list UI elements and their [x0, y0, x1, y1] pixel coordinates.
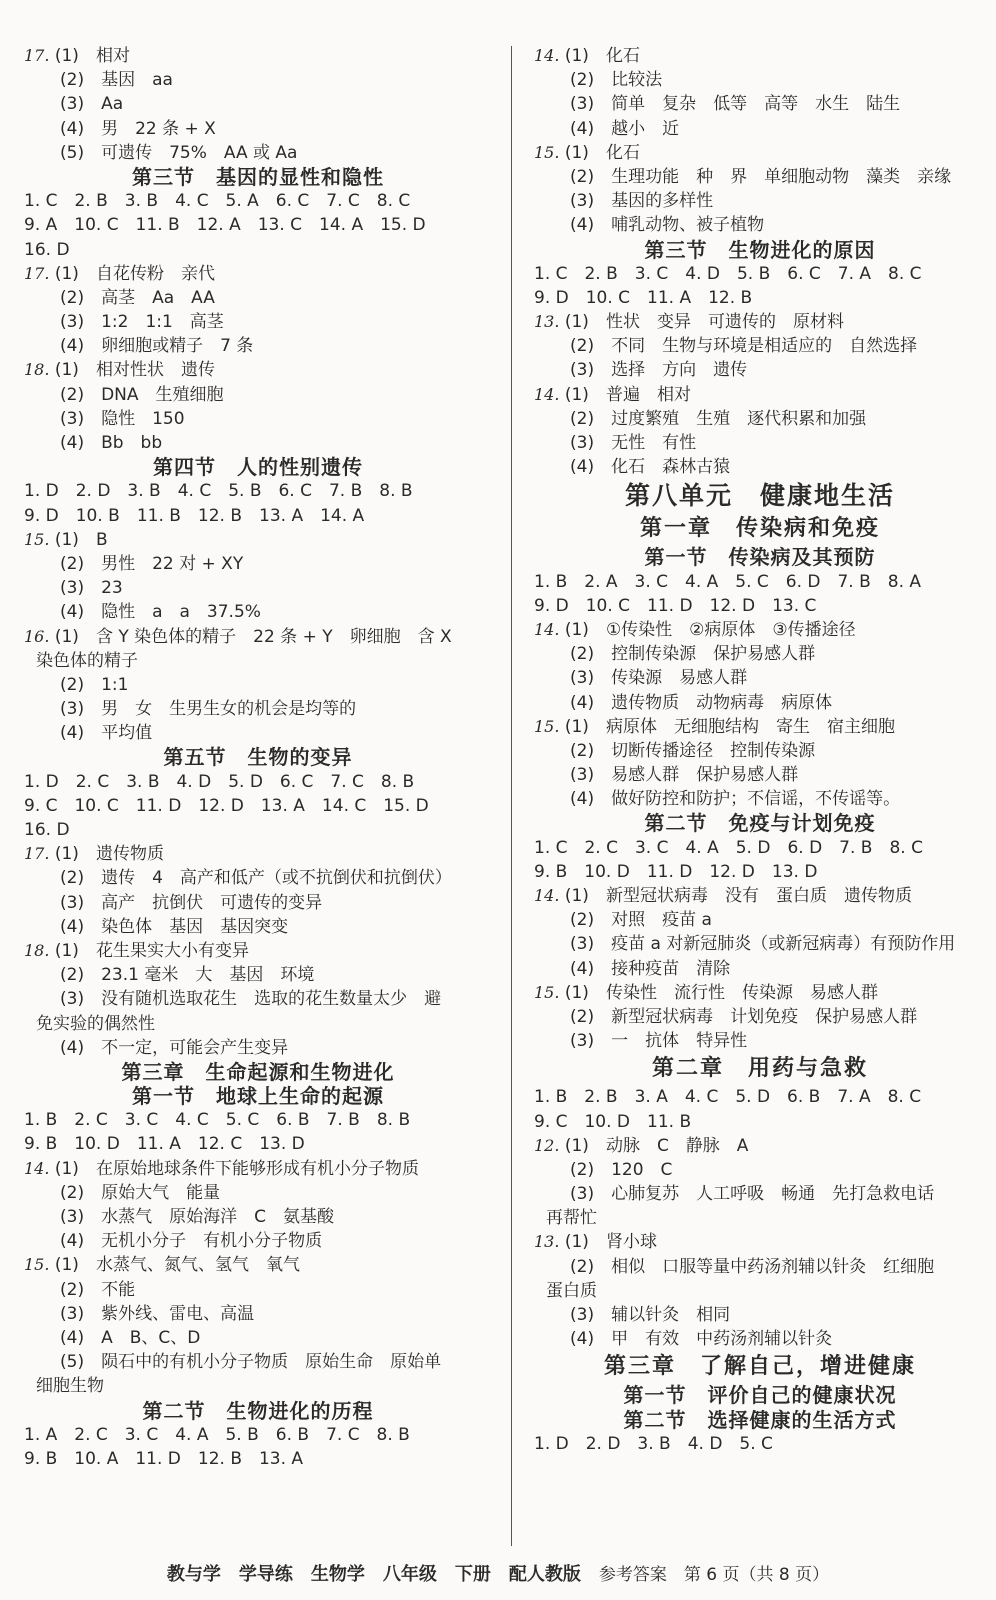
sub-answer-row: (3) 男 女 生男生女的机会是均等的: [60, 699, 357, 720]
question-row: [534, 310, 986, 334]
sub-answer-row: (4) 男 22 条 + X: [60, 118, 216, 139]
sub-answer-row: (2) 对照 疫苗 a: [570, 910, 712, 931]
question-number: 12.: [534, 1135, 560, 1155]
answer-row: 9. C 10. C 11. D 12. D 13. A 14. C 15. D: [24, 795, 429, 816]
answer-row: 9. B 10. A 11. D 12. B 13. A: [24, 1448, 304, 1469]
question-row: [24, 1157, 492, 1181]
answer-row: 9. D 10. C 11. D 12. D 13. C: [534, 595, 817, 616]
question-number: 14.: [534, 46, 560, 65]
continuation-row: 染色体的精子: [36, 650, 138, 671]
question-row: [534, 981, 986, 1005]
answer-row: 1. C 2. B 3. C 4. D 5. B 6. C 7. A 8. C: [534, 263, 922, 284]
sub-answer-row: (2) 1:1: [60, 674, 129, 695]
answer-text: (1) 在原始地球条件下能够形成有机小分子物质: [54, 1158, 419, 1179]
sub-answer-row: (2) 不同 生物与环境是相适应的 自然选择: [570, 336, 918, 357]
question-number: 14.: [534, 886, 560, 905]
sub-answer-row: (3) 水蒸气 原始海洋 C 氨基酸: [60, 1207, 334, 1227]
answer-text: (1) 肾小球: [564, 1232, 657, 1253]
column-divider: [511, 46, 512, 1546]
question-number: 14.: [24, 1158, 50, 1178]
sub-answer-row: (2) 原始大气 能量: [60, 1182, 221, 1203]
answer-row: 1. B 2. C 3. C 4. C 5. C 6. B 7. B 8. B: [24, 1110, 411, 1131]
sub-answer-row: (3) 疫苗 a 对新冠肺炎（或新冠病毒）有预防作用: [570, 934, 956, 955]
sub-answer-row: (3) 1:2 1:1 高茎: [60, 312, 224, 333]
sub-answer-row: (2) 遗传 4 高产和低产（或不抗倒伏和抗倒伏）: [60, 868, 452, 889]
answer-text: (1) 病原体 无细胞结构 寄生 宿主细胞: [564, 716, 895, 737]
question-number: 15.: [534, 142, 560, 162]
sub-answer-row: (2) 不能: [60, 1279, 136, 1300]
sub-answer-row: (2) 过度繁殖 生殖 逐代积累和加强: [570, 408, 867, 429]
answer-row: 1. B 2. B 3. A 4. C 5. D 6. B 7. A 8. C: [534, 1087, 922, 1108]
section-heading: 第三节 生物进化的原因: [644, 237, 876, 262]
sub-answer-row: (3) 23: [60, 578, 123, 599]
sub-answer-row: (3) 紫外线、雷电、高温: [60, 1303, 255, 1324]
answer-text: (1) 含 Y 染色体的精子 22 条 + Y 卵细胞 含 X: [54, 626, 452, 647]
question-number: 15.: [534, 982, 560, 1002]
continuation-row: 蛋白质: [546, 1280, 597, 1301]
sub-answer-row: (4) 遗传物质 动物病毒 病原体: [570, 692, 833, 713]
sub-answer-row: (4) 哺乳动物、被子植物: [570, 215, 765, 236]
sub-answer-row: (3) 一 抗体 特异性: [570, 1031, 748, 1052]
answer-text: (1) 相对性状 遗传: [54, 360, 215, 381]
section-heading: 第一章 传染病和免疫: [639, 516, 880, 542]
answer-row: 9. D 10. B 11. B 12. B 13. A 14. A: [24, 505, 365, 526]
section-heading: 第三章 了解自己，增进健康: [603, 1354, 916, 1380]
question-number: 17.: [24, 844, 50, 864]
answer-text: (1) 相对: [54, 46, 130, 66]
answer-row: 16. D: [24, 820, 70, 840]
question-number: 16.: [24, 626, 50, 646]
question-row: [534, 44, 986, 68]
right-column: [534, 44, 986, 1456]
page-footer: [0, 1560, 996, 1586]
sub-answer-row: (2) DNA 生殖细胞: [60, 384, 224, 405]
sub-answer-row: (3) 简单 复杂 低等 高等 水生 陆生: [570, 94, 901, 115]
footer-title: 教与学 学导练 生物学 八年级 下册 配人教版: [166, 1564, 581, 1585]
question-number: 14.: [534, 384, 560, 404]
answer-text: (1) ①传染性 ②病原体 ③传播途径: [564, 619, 856, 640]
answer-text: (1) 新型冠状病毒 没有 蛋白质 遗传物质: [564, 886, 912, 906]
answer-row: 1. C 2. C 3. C 4. A 5. D 6. D 7. B 8. C: [534, 837, 923, 858]
question-row: [24, 625, 492, 649]
left-column: [24, 44, 492, 1471]
question-number: 18.: [24, 940, 50, 960]
sub-answer-row: (3) 没有随机选取花生 选取的花生数量太少 避: [60, 989, 442, 1010]
answer-row: 1. D 2. D 3. B 4. D 5. C: [534, 1433, 773, 1454]
sub-answer-row: (3) 选择 方向 遗传: [570, 360, 748, 381]
answer-text: (1) 传染性 流行性 传染源 易感人群: [564, 982, 878, 1003]
section-heading: 第三章 生命起源和生物进化: [121, 1059, 395, 1084]
section-heading: 第一节 评价自己的健康状况: [623, 1383, 897, 1408]
answer-row: 1. D 2. C 3. B 4. D 5. D 6. C 7. C 8. B: [24, 771, 415, 792]
question-row: [24, 939, 492, 963]
answer-row: 9. B 10. D 11. A 12. C 13. D: [24, 1134, 305, 1155]
sub-answer-row: (3) 基因的多样性: [570, 191, 714, 212]
question-number: 13.: [534, 1232, 560, 1252]
sub-answer-row: (4) 卵细胞或精子 7 条: [60, 336, 254, 357]
sub-answer-row: (4) 不一定，可能会产生变异: [60, 1037, 289, 1058]
question-number: 17.: [24, 263, 50, 283]
sub-answer-row: (4) 隐性 a a 37.5%: [60, 602, 261, 623]
answer-row: 16. D: [24, 239, 70, 260]
section-heading: 第一节 地球上生命的起源: [132, 1084, 384, 1109]
sub-answer-row: (2) 120 C: [570, 1159, 673, 1180]
section-heading: 第二节 选择健康的生活方式: [623, 1407, 897, 1432]
answer-text: (1) 水蒸气、氮气、氢气 氧气: [54, 1255, 300, 1276]
sub-answer-row: (4) 无机小分子 有机小分子物质: [60, 1231, 323, 1252]
section-heading: 第一节 传染病及其预防: [644, 545, 876, 570]
answer-text: (1) 遗传物质: [54, 844, 164, 865]
answer-text: (1) B: [54, 529, 108, 550]
question-number: 17.: [24, 46, 50, 65]
sub-answer-row: (4) A B、C、D: [60, 1327, 201, 1348]
sub-answer-row: (3) 隐性 150: [60, 408, 185, 429]
question-row: [534, 884, 986, 908]
answer-row: 9. A 10. C 11. B 12. A 13. C 14. A 15. D: [24, 215, 426, 236]
sub-answer-row: (4) 做好防控和防护；不信谣，不传谣等。: [570, 789, 901, 810]
continuation-row: 免实验的偶然性: [36, 1013, 155, 1034]
answer-text: (1) 化石: [564, 142, 640, 163]
sub-answer-row: (2) 新型冠状病毒 计划免疫 保护易感人群: [570, 1006, 918, 1027]
answer-row: 1. D 2. D 3. B 4. C 5. B 6. C 7. B 8. B: [24, 481, 413, 502]
answer-row: 9. D 10. C 11. A 12. B: [534, 287, 753, 308]
question-row: [24, 1253, 492, 1277]
sub-answer-row: (2) 基因 aa: [60, 70, 173, 91]
question-row: [534, 715, 986, 739]
question-number: 15.: [534, 716, 560, 736]
answer-text: (1) 动脉 C 静脉 A: [564, 1135, 749, 1156]
sub-answer-row: (2) 高茎 Aa AA: [60, 287, 215, 308]
section-heading: 第二节 免疫与计划免疫: [644, 811, 876, 836]
sub-answer-row: (2) 控制传染源 保护易感人群: [570, 644, 816, 665]
question-number: 13.: [534, 312, 560, 332]
question-number: 15.: [24, 1255, 50, 1275]
section-heading: 第三节 基因的显性和隐性: [132, 164, 384, 189]
sub-answer-row: (4) Bb bb: [60, 433, 163, 453]
sub-answer-row: (2) 生理功能 种 界 单细胞动物 藻类 亲缘: [570, 166, 952, 187]
answer-text: (1) 普遍 相对: [564, 384, 691, 405]
question-row: [534, 141, 986, 165]
sub-answer-row: (4) 越小 近: [570, 118, 680, 139]
sub-answer-row: (3) 易感人群 保护易感人群: [570, 765, 799, 786]
question-row: [24, 262, 492, 286]
sub-answer-row: (3) 辅以针灸 相同: [570, 1305, 731, 1325]
sub-answer-row: (3) 传染源 易感人群: [570, 668, 748, 689]
sub-answer-row: (3) Aa: [60, 94, 124, 115]
sub-answer-row: (4) 化石 森林古猿: [570, 457, 731, 478]
question-row: [534, 1134, 986, 1158]
sub-answer-row: (3) 高产 抗倒伏 可遗传的变异: [60, 892, 323, 913]
sub-answer-row: (5) 可遗传 75% AA 或 Aa: [60, 142, 298, 163]
section-heading: 第五节 生物的变异: [163, 745, 353, 770]
section-heading: 第二章 用药与急救: [651, 1056, 868, 1082]
sub-answer-row: (2) 男性 22 对 + XY: [60, 553, 244, 574]
sub-answer-row: (2) 23.1 毫米 大 基因 环境: [60, 965, 315, 986]
sub-answer-row: (3) 无性 有性: [570, 433, 697, 453]
sub-answer-row: (4) 接种疫苗 清除: [570, 958, 731, 979]
section-heading: 第二节 生物进化的历程: [142, 1398, 374, 1423]
sub-answer-row: (5) 陨石中的有机小分子物质 原始生命 原始单: [60, 1352, 442, 1373]
answer-row: 1. A 2. C 3. C 4. A 5. B 6. B 7. C 8. B: [24, 1424, 410, 1445]
question-row: [24, 528, 492, 552]
sub-answer-row: (4) 染色体 基因 基因突变: [60, 916, 289, 937]
continuation-row: 再帮忙: [546, 1208, 597, 1229]
section-heading: 第八单元 健康地生活: [624, 481, 895, 511]
question-number: 14.: [534, 619, 560, 639]
answer-text: (1) 花生果实大小有变异: [54, 940, 249, 961]
sub-answer-row: (3) 心肺复苏 人工呼吸 畅通 先打急救电话: [570, 1184, 935, 1205]
sub-answer-row: (2) 切断传播途径 控制传染源: [570, 740, 816, 761]
question-row: [24, 44, 492, 68]
answer-row: 9. C 10. D 11. B: [534, 1111, 692, 1132]
question-row: [534, 1230, 986, 1254]
answer-row: 9. B 10. D 11. D 12. D 13. D: [534, 861, 818, 882]
question-row: [24, 842, 492, 866]
question-number: 18.: [24, 360, 50, 380]
answer-row: 1. B 2. A 3. C 4. A 5. C 6. D 7. B 8. A: [534, 571, 922, 592]
answer-text: (1) 自花传粉 亲代: [54, 263, 215, 284]
footer-page-number: 参考答案 第 6 页（共 8 页）: [598, 1565, 830, 1585]
question-number: 15.: [24, 529, 50, 549]
answer-text: (1) 化石: [564, 46, 640, 66]
sub-answer-row: (2) 比较法: [570, 70, 663, 91]
sub-answer-row: (4) 平均值: [60, 723, 153, 744]
question-row: [24, 358, 492, 382]
question-row: [534, 618, 986, 642]
question-row: [534, 383, 986, 407]
sub-answer-row: (4) 甲 有效 中药汤剂辅以针灸: [570, 1329, 833, 1350]
answer-row: 1. C 2. B 3. B 4. C 5. A 6. C 7. C 8. C: [24, 191, 411, 212]
continuation-row: 细胞生物: [36, 1376, 104, 1397]
answer-text: (1) 性状 变异 可遗传的 原材料: [564, 312, 844, 333]
sub-answer-row: (2) 相似 口服等量中药汤剂辅以针灸 红细胞: [570, 1256, 935, 1277]
section-heading: 第四节 人的性别遗传: [153, 455, 363, 480]
